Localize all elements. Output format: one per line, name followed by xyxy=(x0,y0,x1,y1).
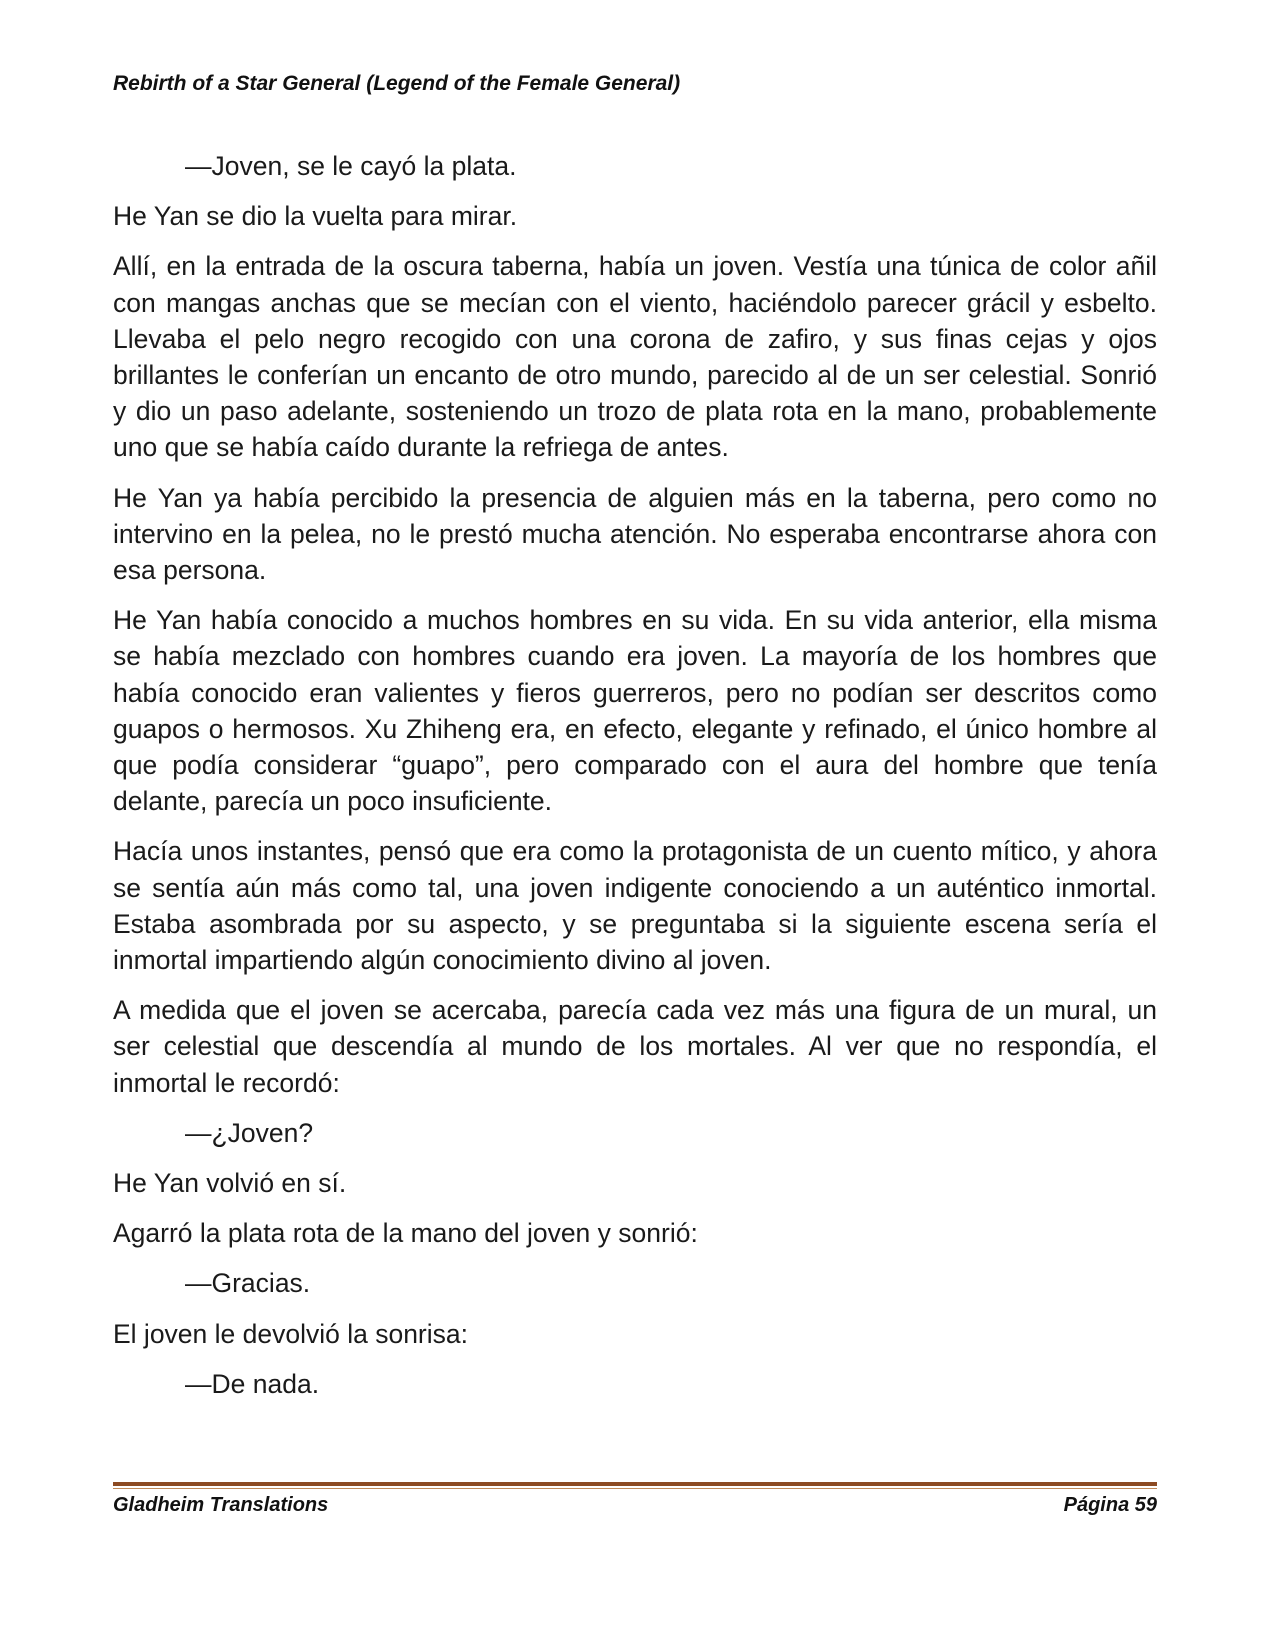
paragraph-dialog: —Joven, se le cayó la plata. xyxy=(185,151,517,181)
paragraph: Hacía unos instantes, pensó que era como la protagonista de un cuento mítico, y ahora se sentía aún más como tal, una joven indigente conociendo a un auténtico inmortal. Estaba asombrada por su aspecto, y se preguntaba si la siguiente escena sería el inmortal impartiendo algún conocimiento divino al joven. xyxy=(113,836,1157,976)
footer-divider xyxy=(113,1482,1157,1489)
footer-page-number: Página 59 xyxy=(1063,1494,1157,1516)
paragraph: El joven le devolvió la sonrisa: xyxy=(113,1318,468,1349)
paragraph: A medida que el joven se acercaba, parecía cada vez más una figura de un mural, un ser celestial que descendía al mundo de los mortales. Al ver que no respondía, el inmortal le recordó: xyxy=(113,995,1157,1098)
paragraph: He Yan ya había percibido la presencia de alguien más en la taberna, pero como no intervino en la pelea, no le prestó mucha atención. No esperaba encontrarse ahora con esa persona. xyxy=(113,482,1157,586)
paragraph: He Yan había conocido a muchos hombres en su vida. En su vida anterior, ella misma se había mezclado con hombres cuando era joven. La mayoría de los hombres que había conocido eran valientes y fieros guerreros, pero no podían ser descritos como guapos o hermosos. Xu Zhiheng era, en efecto, elegante y refinado, el único hombre al que podía considerar “guapo”, pero comparado con el aura del hombre que tenía delante, parecía un poco insuficiente. xyxy=(113,605,1157,817)
paragraph: He Yan volvió en sí. xyxy=(113,1168,347,1199)
footer-translator: Gladheim Translations xyxy=(113,1494,329,1516)
footer-divider-thick xyxy=(113,1482,1157,1486)
paragraph: Agarró la plata rota de la mano del joven y sonrió: xyxy=(113,1218,698,1249)
paragraph-dialog: —De nada. xyxy=(185,1368,320,1399)
paragraph-dialog: —Gracias. xyxy=(185,1268,311,1299)
paragraph-dialog: —¿Joven? xyxy=(185,1117,314,1148)
footer-divider-thin xyxy=(113,1488,1157,1489)
paragraph: He Yan se dio la vuelta para mirar. xyxy=(113,201,518,232)
page-body xyxy=(113,148,1157,1416)
page-header-title: Rebirth of a Star General (Legend of the Female General) xyxy=(113,72,681,95)
paragraph: Allí, en la entrada de la oscura taberna, había un joven. Vestía una túnica de color añil con mangas anchas que se mecían con el viento, haciéndolo parecer grácil y esbelto. Llevaba el pelo negro recogido con una corona de zafiro, y sus finas cejas y ojos brillantes le conferían un encanto de otro mundo, parecido al de un ser celestial. Sonrió y dio un paso adelante, sosteniendo un trozo de plata rota en la mano, probablemente uno que se había caído durante la refriega de antes. xyxy=(113,251,1157,463)
